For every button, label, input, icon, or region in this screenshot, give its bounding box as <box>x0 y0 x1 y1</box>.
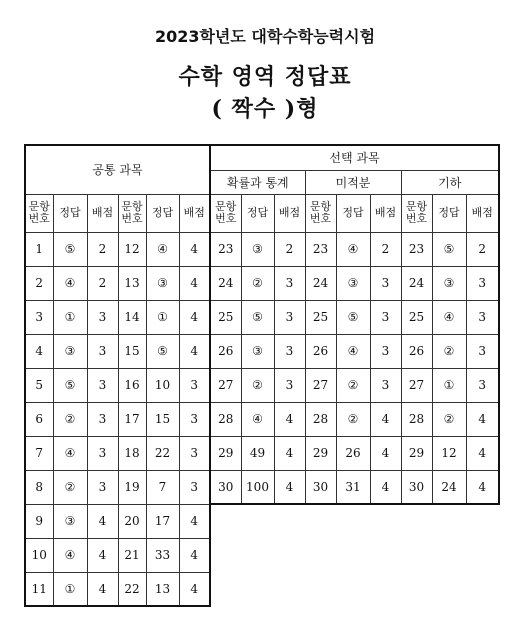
calculus-score: 2 <box>370 232 401 266</box>
calculus-answer: 31 <box>336 470 370 504</box>
calculus-score: 4 <box>370 436 401 470</box>
header-probability-statistics: 확률과 통계 <box>210 170 305 194</box>
column-header-answer: 정답 <box>336 194 370 232</box>
empty-cell <box>210 572 241 606</box>
calculus-question-number: 30 <box>305 470 336 504</box>
empty-cell <box>466 504 499 538</box>
column-header-score: 배점 <box>370 194 401 232</box>
probability-statistics-score: 4 <box>274 436 305 470</box>
geometry-question-number: 26 <box>401 334 432 368</box>
probability-statistics-score: 2 <box>274 232 305 266</box>
column-header-number <box>210 194 241 232</box>
common-answer: ④ <box>53 266 87 300</box>
table-row <box>25 368 499 402</box>
probability-statistics-score: 4 <box>274 402 305 436</box>
calculus-score: 3 <box>370 266 401 300</box>
common-score: 4 <box>179 232 210 266</box>
geometry-score: 3 <box>466 368 499 402</box>
common-question-number: 21 <box>118 538 146 572</box>
common-answer: ① <box>146 300 179 334</box>
common-score: 3 <box>87 368 118 402</box>
common-question-number: 22 <box>118 572 146 606</box>
calculus-question-number: 24 <box>305 266 336 300</box>
calculus-answer: 26 <box>336 436 370 470</box>
geometry-question-number: 28 <box>401 402 432 436</box>
table-row <box>25 538 499 572</box>
common-answer: ③ <box>53 334 87 368</box>
probability-statistics-answer: 49 <box>241 436 274 470</box>
common-answer: ② <box>53 470 87 504</box>
table-row <box>25 402 499 436</box>
empty-cell <box>401 504 432 538</box>
empty-cell <box>466 572 499 606</box>
empty-cell <box>432 572 466 606</box>
probability-statistics-question-number: 28 <box>210 402 241 436</box>
common-score: 2 <box>87 266 118 300</box>
probability-statistics-score: 3 <box>274 266 305 300</box>
common-answer: ④ <box>146 232 179 266</box>
common-score: 3 <box>87 470 118 504</box>
probability-statistics-answer: 100 <box>241 470 274 504</box>
page-title: 수학 영역 정답표 <box>178 64 352 90</box>
calculus-question-number: 23 <box>305 232 336 266</box>
geometry-question-number: 30 <box>401 470 432 504</box>
probability-statistics-answer: ④ <box>241 402 274 436</box>
column-header-score: 배점 <box>274 194 305 232</box>
common-answer: 17 <box>146 504 179 538</box>
common-answer: ⑤ <box>53 368 87 402</box>
common-question-number: 1 <box>25 232 53 266</box>
probability-statistics-answer: ⑤ <box>241 300 274 334</box>
geometry-answer: 24 <box>432 470 466 504</box>
common-question-number: 6 <box>25 402 53 436</box>
geometry-score: 4 <box>466 402 499 436</box>
empty-cell <box>432 504 466 538</box>
calculus-answer: ② <box>336 402 370 436</box>
probability-statistics-answer: ② <box>241 266 274 300</box>
common-score: 4 <box>87 572 118 606</box>
common-score: 4 <box>179 504 210 538</box>
column-header-number <box>25 194 53 232</box>
geometry-answer: ① <box>432 368 466 402</box>
common-score: 4 <box>87 538 118 572</box>
empty-cell <box>401 538 432 572</box>
common-answer: ① <box>53 572 87 606</box>
common-question-number: 3 <box>25 300 53 334</box>
geometry-score: 3 <box>466 334 499 368</box>
common-question-number: 19 <box>118 470 146 504</box>
calculus-answer: ③ <box>336 266 370 300</box>
common-score: 3 <box>87 334 118 368</box>
probability-statistics-question-number: 24 <box>210 266 241 300</box>
common-score: 3 <box>87 436 118 470</box>
column-header-number <box>118 194 146 232</box>
geometry-answer: ④ <box>432 300 466 334</box>
probability-statistics-answer: ② <box>241 368 274 402</box>
common-score: 3 <box>179 470 210 504</box>
common-answer: 15 <box>146 402 179 436</box>
common-score: 3 <box>179 402 210 436</box>
common-answer: 10 <box>146 368 179 402</box>
calculus-score: 3 <box>370 300 401 334</box>
page-subtitle-type: ( 짝수 )형 <box>211 96 319 122</box>
calculus-score: 4 <box>370 470 401 504</box>
probability-statistics-question-number: 26 <box>210 334 241 368</box>
calculus-score: 3 <box>370 368 401 402</box>
empty-cell <box>466 538 499 572</box>
common-answer: ① <box>53 300 87 334</box>
table-row <box>25 572 499 606</box>
empty-cell <box>274 504 305 538</box>
common-question-number: 20 <box>118 504 146 538</box>
geometry-answer: ② <box>432 402 466 436</box>
common-question-number: 15 <box>118 334 146 368</box>
empty-cell <box>241 538 274 572</box>
column-header-number-line2: 번호 <box>215 212 237 225</box>
header-common-subject: 공통 과목 <box>25 145 210 194</box>
common-score: 4 <box>87 504 118 538</box>
common-answer: ⑤ <box>53 232 87 266</box>
column-header-number-line1: 문항 <box>215 200 237 213</box>
empty-cell <box>241 504 274 538</box>
common-answer: ④ <box>53 538 87 572</box>
common-answer: 13 <box>146 572 179 606</box>
geometry-answer: ③ <box>432 266 466 300</box>
empty-cell <box>432 538 466 572</box>
column-header-number-line2: 번호 <box>405 212 428 225</box>
empty-cell <box>336 572 370 606</box>
column-header-score: 배점 <box>466 194 499 232</box>
empty-cell <box>241 572 274 606</box>
common-question-number: 10 <box>25 538 53 572</box>
calculus-answer: ② <box>336 368 370 402</box>
common-score: 4 <box>179 266 210 300</box>
common-question-number: 14 <box>118 300 146 334</box>
probability-statistics-question-number: 27 <box>210 368 241 402</box>
common-score: 3 <box>87 402 118 436</box>
probability-statistics-question-number: 29 <box>210 436 241 470</box>
column-header-answer: 정답 <box>241 194 274 232</box>
column-header-number-line2: 번호 <box>28 212 50 225</box>
probability-statistics-score: 3 <box>274 334 305 368</box>
empty-cell <box>210 538 241 572</box>
column-header-answer: 정답 <box>432 194 466 232</box>
empty-cell <box>305 572 336 606</box>
column-header-number-line2: 번호 <box>309 212 332 225</box>
geometry-score: 4 <box>466 436 499 470</box>
column-header-number-line1: 문항 <box>28 200 50 213</box>
common-answer: ③ <box>53 504 87 538</box>
common-question-number: 17 <box>118 402 146 436</box>
column-header-number-line1: 문항 <box>309 200 332 213</box>
geometry-question-number: 23 <box>401 232 432 266</box>
probability-statistics-answer: ③ <box>241 334 274 368</box>
common-answer: ③ <box>146 266 179 300</box>
empty-cell <box>305 538 336 572</box>
common-question-number: 16 <box>118 368 146 402</box>
empty-cell <box>274 538 305 572</box>
calculus-question-number: 28 <box>305 402 336 436</box>
column-header-number-line1: 문항 <box>121 200 143 213</box>
calculus-score: 4 <box>370 402 401 436</box>
geometry-score: 4 <box>466 470 499 504</box>
common-score: 2 <box>87 232 118 266</box>
common-question-number: 13 <box>118 266 146 300</box>
empty-cell <box>336 538 370 572</box>
common-question-number: 9 <box>25 504 53 538</box>
geometry-question-number: 24 <box>401 266 432 300</box>
column-header-score: 배점 <box>179 194 210 232</box>
probability-statistics-answer: ③ <box>241 232 274 266</box>
column-header-number <box>401 194 432 232</box>
common-score: 3 <box>87 300 118 334</box>
header-calculus: 미적분 <box>305 170 401 194</box>
common-question-number: 5 <box>25 368 53 402</box>
geometry-answer: ⑤ <box>432 232 466 266</box>
table-row <box>25 470 499 504</box>
column-header-answer: 정답 <box>146 194 179 232</box>
geometry-answer: 12 <box>432 436 466 470</box>
calculus-answer: ⑤ <box>336 300 370 334</box>
table-row <box>25 436 499 470</box>
empty-cell <box>370 538 401 572</box>
probability-statistics-question-number: 25 <box>210 300 241 334</box>
common-answer: ④ <box>53 436 87 470</box>
table-row <box>25 504 499 538</box>
empty-cell <box>305 504 336 538</box>
column-header-score: 배점 <box>87 194 118 232</box>
empty-cell <box>274 572 305 606</box>
table-row <box>25 334 499 368</box>
table-row <box>25 300 499 334</box>
empty-cell <box>336 504 370 538</box>
common-score: 3 <box>179 368 210 402</box>
common-score: 3 <box>179 436 210 470</box>
common-score: 4 <box>179 300 210 334</box>
empty-cell <box>401 572 432 606</box>
common-score: 4 <box>179 334 210 368</box>
geometry-question-number: 27 <box>401 368 432 402</box>
calculus-score: 3 <box>370 334 401 368</box>
calculus-question-number: 25 <box>305 300 336 334</box>
empty-cell <box>370 572 401 606</box>
common-question-number: 12 <box>118 232 146 266</box>
column-header-row <box>25 194 499 232</box>
answer-key-table <box>24 144 500 607</box>
calculus-question-number: 26 <box>305 334 336 368</box>
common-answer: ② <box>53 402 87 436</box>
header-elective-subject: 선택 과목 <box>210 145 499 170</box>
common-score: 4 <box>179 572 210 606</box>
common-answer: 22 <box>146 436 179 470</box>
common-question-number: 4 <box>25 334 53 368</box>
calculus-answer: ④ <box>336 334 370 368</box>
common-question-number: 7 <box>25 436 53 470</box>
geometry-score: 3 <box>466 266 499 300</box>
calculus-question-number: 27 <box>305 368 336 402</box>
header-geometry: 기하 <box>401 170 499 194</box>
empty-cell <box>370 504 401 538</box>
column-header-number-line2: 번호 <box>121 212 143 225</box>
geometry-score: 2 <box>466 232 499 266</box>
empty-cell <box>210 504 241 538</box>
column-header-number <box>305 194 336 232</box>
common-question-number: 8 <box>25 470 53 504</box>
geometry-answer: ② <box>432 334 466 368</box>
geometry-question-number: 29 <box>401 436 432 470</box>
table-row <box>25 266 499 300</box>
probability-statistics-question-number: 30 <box>210 470 241 504</box>
common-answer: ⑤ <box>146 334 179 368</box>
geometry-score: 3 <box>466 300 499 334</box>
common-question-number: 11 <box>25 572 53 606</box>
calculus-answer: ④ <box>336 232 370 266</box>
common-score: 4 <box>179 538 210 572</box>
common-answer: 33 <box>146 538 179 572</box>
geometry-question-number: 25 <box>401 300 432 334</box>
common-answer: 7 <box>146 470 179 504</box>
probability-statistics-score: 4 <box>274 470 305 504</box>
common-question-number: 2 <box>25 266 53 300</box>
probability-statistics-score: 3 <box>274 300 305 334</box>
probability-statistics-question-number: 23 <box>210 232 241 266</box>
column-header-number-line1: 문항 <box>405 200 428 213</box>
column-header-answer: 정답 <box>53 194 87 232</box>
probability-statistics-score: 3 <box>274 368 305 402</box>
calculus-question-number: 29 <box>305 436 336 470</box>
table-row <box>25 232 499 266</box>
common-question-number: 18 <box>118 436 146 470</box>
exam-title: 2023학년도 대학수학능력시험 <box>154 27 376 46</box>
